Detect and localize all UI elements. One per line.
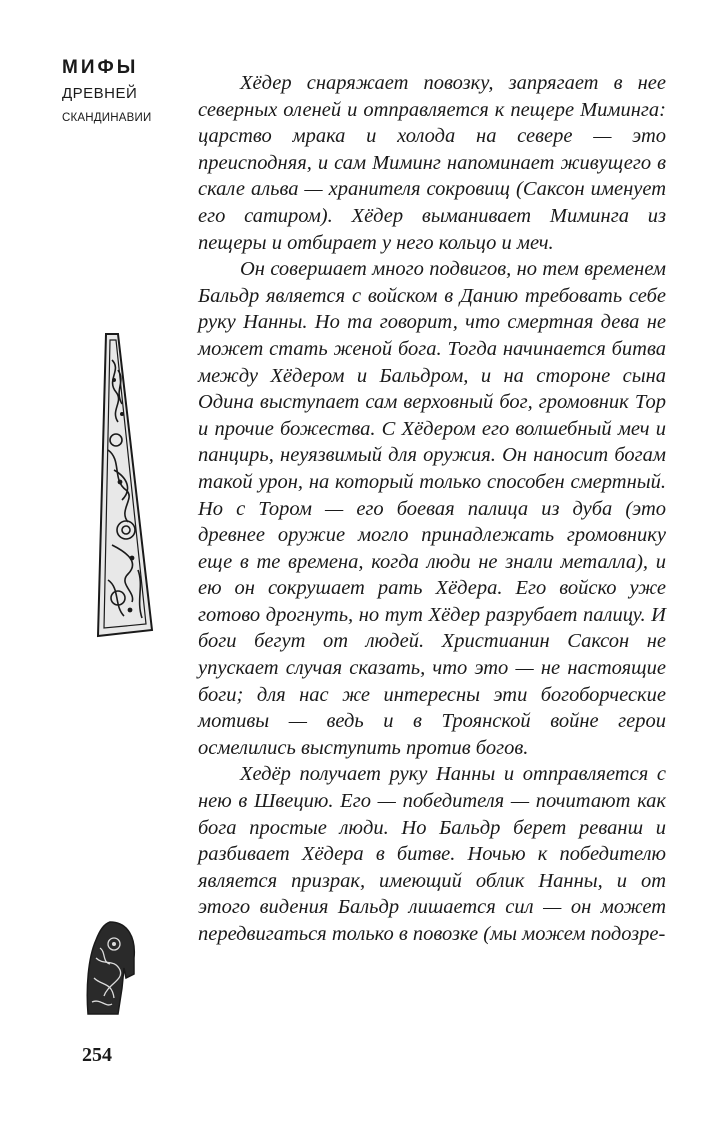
main-text	[198, 70, 666, 948]
running-head-line3: СКАНДИНАВИИ	[62, 112, 152, 124]
carved-bone-ornament-icon	[92, 330, 158, 642]
running-head	[62, 56, 182, 128]
running-head-line2: ДРЕВНЕЙ	[62, 85, 138, 102]
paragraph-1: Хёдер снаряжает повозку, запрягает в нее северных оленей и отправляется к пещере Миминга: царство мрака и холода на севере — это преисподняя, и сам Миминг напоминает живущего в скале альва — хранителя сокровищ (Саксон именует его сатиром). Хёдер выманивает Миминга из пещеры и отбирает у него кольцо и меч.	[198, 72, 666, 254]
animal-head-ornament-icon	[84, 918, 138, 1018]
running-head-line1: МИФЫ	[62, 57, 139, 78]
paragraph-2: Он совершает много подвигов, но тем временем Бальдр является с войском в Данию требовать себе руку Нанны. Но та говорит, что смертная дева не может стать женой бога. Тогда начинается битва между Хёдером и Бальдром, и на стороне сына Одина выступает сам верховный бог, громовник Тор и прочие божества. С Хёдером его волшебный меч и панцирь, неуязвимый для оружия. Он наносит богам такой урон, на который только способен смертный. Но с Тором — его боевая палица из дуба (это древнее оружие могло принадлежать громовнику еще в те времена, когда люди не знали металла), и ею он сокрушает рать Хёдера. Его войско уже готово дрогнуть, но тут Хёдер разрубает палицу. И боги бегут от людей. Христианин Саксон не упускает случая сказать, что это — не настоящие боги; для нас же интересны эти богоборческие мотивы — ведь и в Троянской войне герои осмелились выступить против богов.	[198, 258, 666, 759]
paragraph-3: Хедёр получает руку Нанны и отправляется с нею в Швецию. Его — победителя — почитают как бога простые люди. Но Бальдр берет реванш и разбивает Хёдера в битве. Ночью к победителю является призрак, имеющий облик Нанны, и от этого видения Бальдр лишается сил — он может передвигаться только в повозке (мы можем подозре-	[198, 763, 666, 945]
page-number: 254	[82, 1044, 112, 1066]
